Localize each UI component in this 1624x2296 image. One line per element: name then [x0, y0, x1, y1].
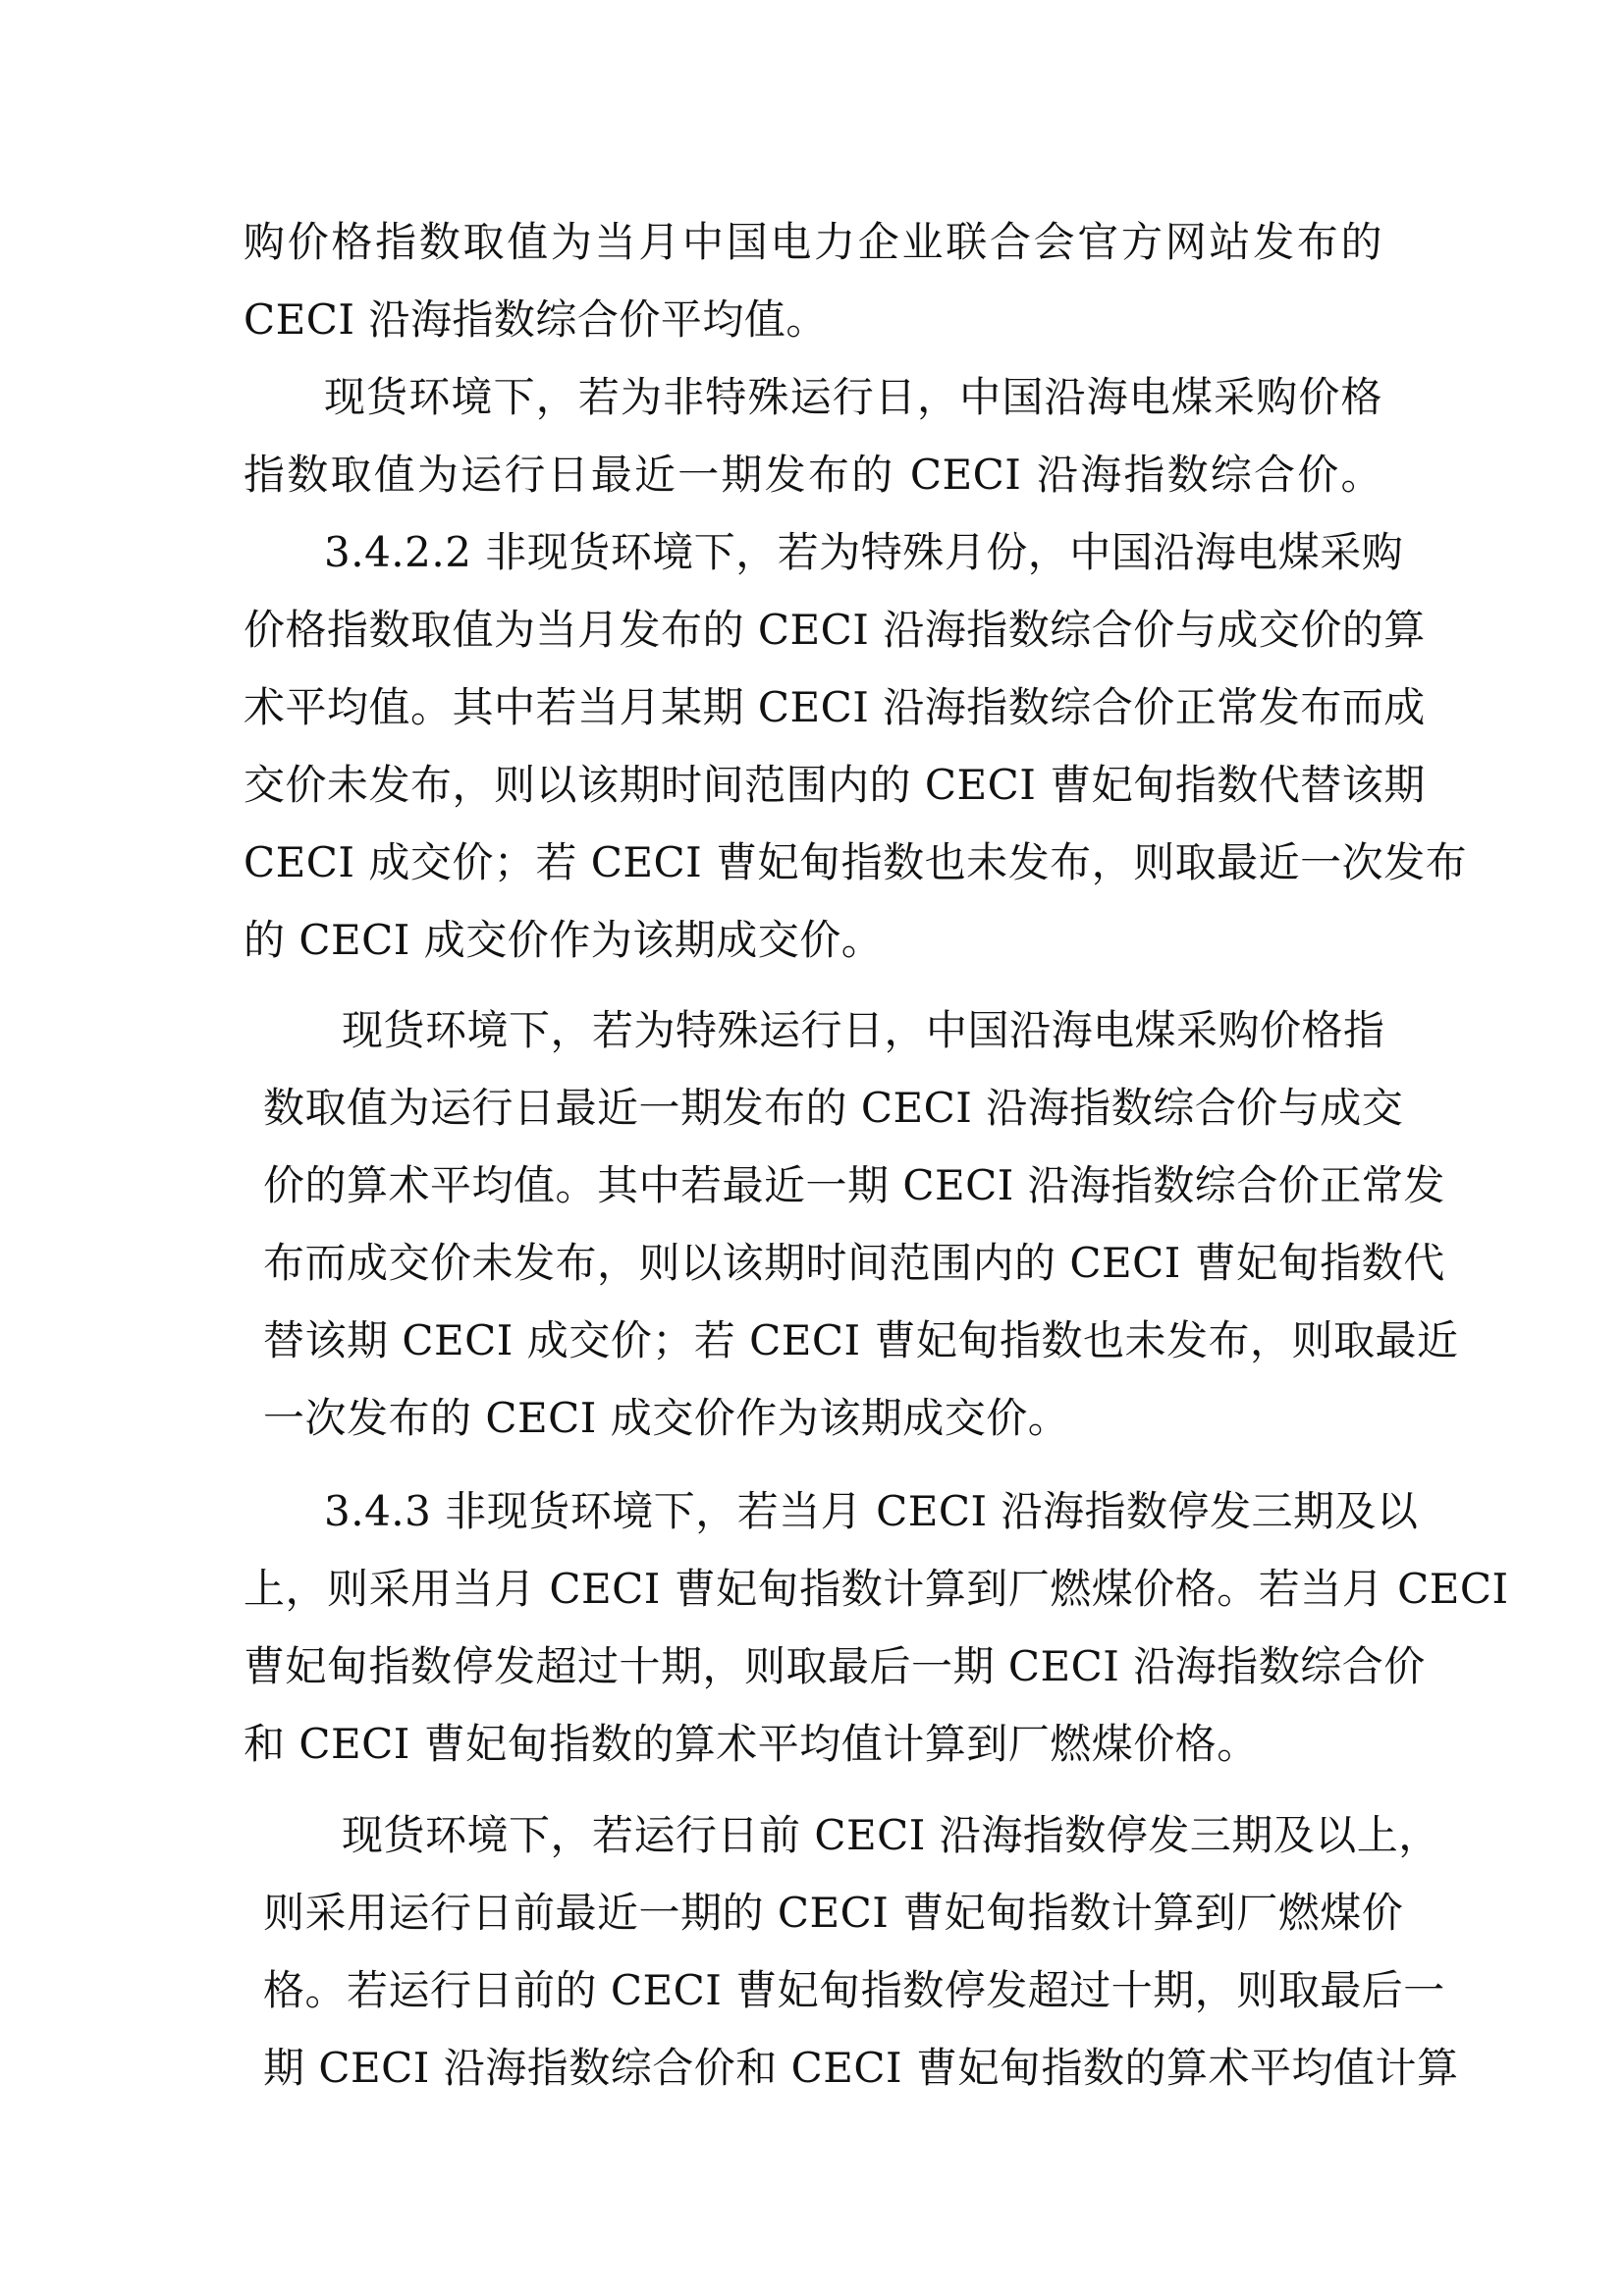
text-line: 一次发布的 CECI 成交价作为该期成交价。: [263, 1394, 1070, 1442]
text-line: 的 CECI 成交价作为该期成交价。: [244, 916, 884, 964]
text-line: CECI 成交价；若 CECI 曹妃甸指数也未发布，则取最近一次发布: [244, 838, 1468, 886]
text-line: 价格指数取值为当月发布的 CECI 沿海指数综合价与成交价的算: [244, 606, 1426, 654]
text-line: 价的算术平均值。其中若最近一期 CECI 沿海指数综合价正常发: [263, 1161, 1445, 1209]
text-line: 现货环境下，若为特殊运行日，中国沿海电煤采购价格指: [342, 1006, 1385, 1054]
text-line: 3.4.2.2 非现货环境下，若为特殊月份，中国沿海电煤采购: [324, 528, 1404, 576]
text-line: 3.4.3 非现货环境下，若当月 CECI 沿海指数停发三期及以: [324, 1487, 1419, 1535]
text-line: 数取值为运行日最近一期发布的 CECI 沿海指数综合价与成交: [263, 1084, 1404, 1132]
text-line: 现货环境下，若运行日前 CECI 沿海指数停发三期及以上，: [342, 1811, 1440, 1859]
text-line: 布而成交价未发布，则以该期时间范围内的 CECI 曹妃甸指数代: [263, 1239, 1445, 1287]
text-line: 术平均值。其中若当月某期 CECI 沿海指数综合价正常发布而成: [244, 683, 1426, 731]
text-line: 格。若运行日前的 CECI 曹妃甸指数停发超过十期，则取最后一: [263, 1966, 1445, 2014]
text-line: 替该期 CECI 成交价；若 CECI 曹妃甸指数也未发布，则取最近: [263, 1316, 1459, 1364]
text-line: 期 CECI 沿海指数综合价和 CECI 曹妃甸指数的算术平均值计算: [263, 2044, 1459, 2092]
text-line: 交价未发布，则以该期时间范围内的 CECI 曹妃甸指数代替该期: [244, 761, 1426, 809]
text-line: 上，则采用当月 CECI 曹妃甸指数计算到厂燃煤价格。若当月 CECI: [244, 1565, 1509, 1613]
text-line: 购价格指数取值为当月中国电力企业联合会官方网站发布的: [244, 218, 1382, 266]
text-line: 曹妃甸指数停发超过十期，则取最后一期 CECI 沿海指数综合价: [244, 1642, 1426, 1690]
text-line: 则采用运行日前最近一期的 CECI 曹妃甸指数计算到厂燃煤价: [263, 1889, 1404, 1937]
text-line: 现货环境下，若为非特殊运行日，中国沿海电煤采购价格: [324, 373, 1382, 421]
text-line: 和 CECI 曹妃甸指数的算术平均值计算到厂燃煤价格。: [244, 1720, 1259, 1768]
text-line: 指数取值为运行日最近一期发布的 CECI 沿海指数综合价。: [244, 451, 1382, 499]
text-line: CECI 沿海指数综合价平均值。: [244, 295, 828, 344]
